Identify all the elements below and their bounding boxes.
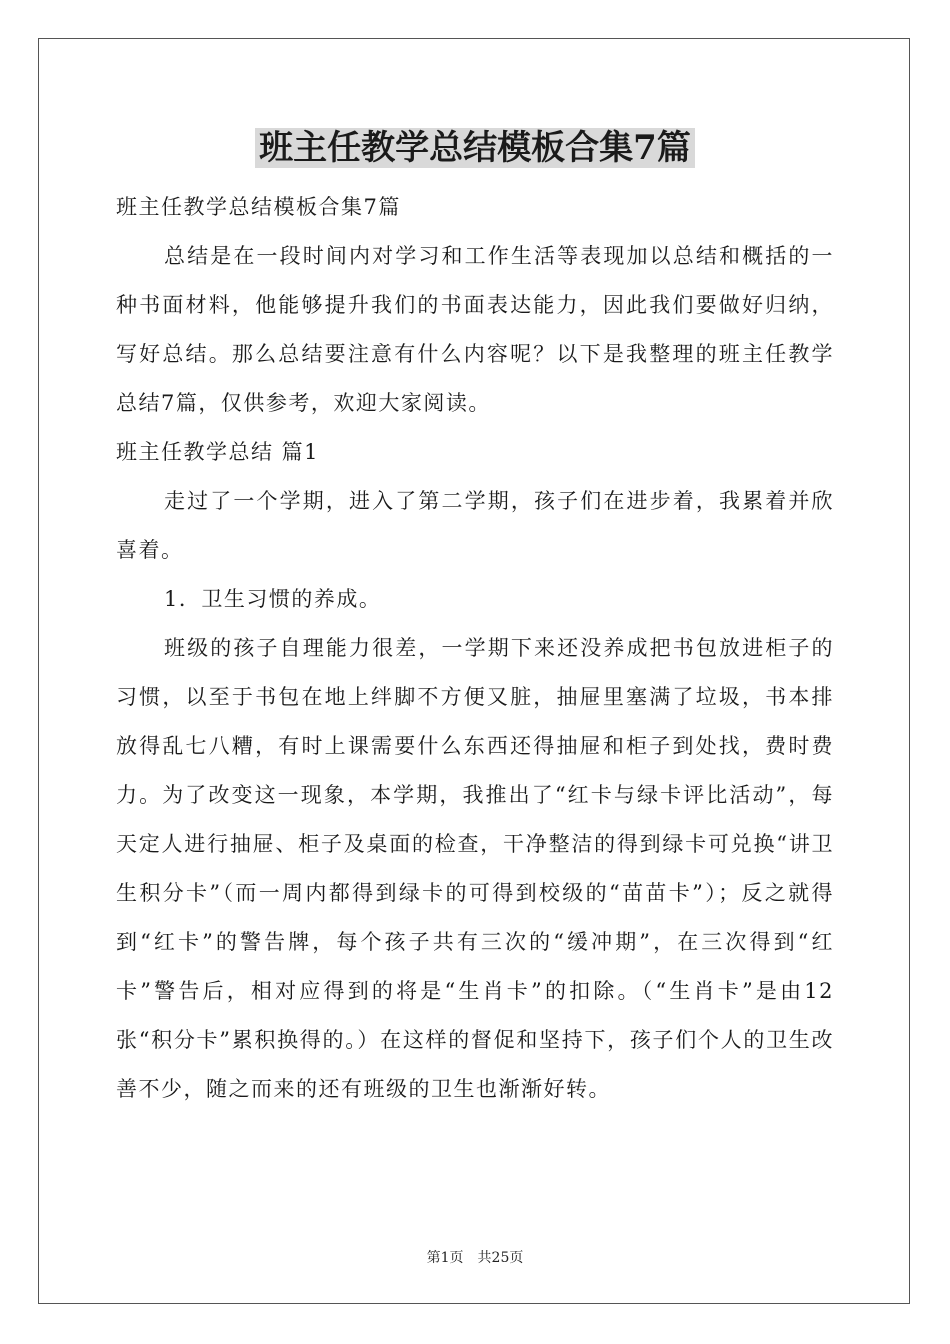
section-list-item: 1．卫生习惯的养成。: [164, 587, 382, 611]
page-footer: 第1页 共25页: [426, 1250, 524, 1266]
section-paragraph: 走过了一个学期，进入了第二学期，孩子们在进步着，我累着并欣喜着。: [116, 489, 834, 562]
section-paragraph: 班级的孩子自理能力很差，一学期下来还没养成把书包放进柜子的习惯，以至于书包在地上绊脚不方便又脏，抽屉里塞满了垃圾，书本排放得乱七八糟，有时上课需要什么东西还得抽屉和柜子到处找，费时费力。为了改变这一现象，本学期，我推出了“红卡与绿卡评比活动”，每天定人进行抽屉、柜子及桌面的检查，干净整洁的得到绿卡可兑换“讲卫生积分卡”（而一周内都得到绿卡的可得到校级的“苗苗卡”）；反之就得到“红卡”的警告牌，每个孩子共有三次的“缓冲期”，在三次得到“红卡”警告后，相对应得到的将是“生肖卡”的扣除。（“生肖卡”是由12张“积分卡”累积换得的。）在这样的督促和坚持下，孩子们个人的卫生改善不少，随之而来的还有班级的卫生也渐渐好转。: [116, 636, 834, 1101]
document-body: [116, 183, 834, 1114]
document-title-text: 班主任教学总结模板合集7篇: [255, 128, 695, 168]
intro-paragraph: 总结是在一段时间内对学习和工作生活等表现加以总结和概括的一种书面材料，他能够提升我们的书面表达能力，因此我们要做好归纳，写好总结。那么总结要注意有什么内容呢？以下是我整理的班主任教学总结7篇，仅供参考，欢迎大家阅读。: [116, 244, 834, 415]
document-title: [0, 126, 950, 170]
section-heading: 班主任教学总结 篇1: [116, 440, 320, 464]
document-subtitle: 班主任教学总结模板合集7篇: [116, 195, 401, 219]
